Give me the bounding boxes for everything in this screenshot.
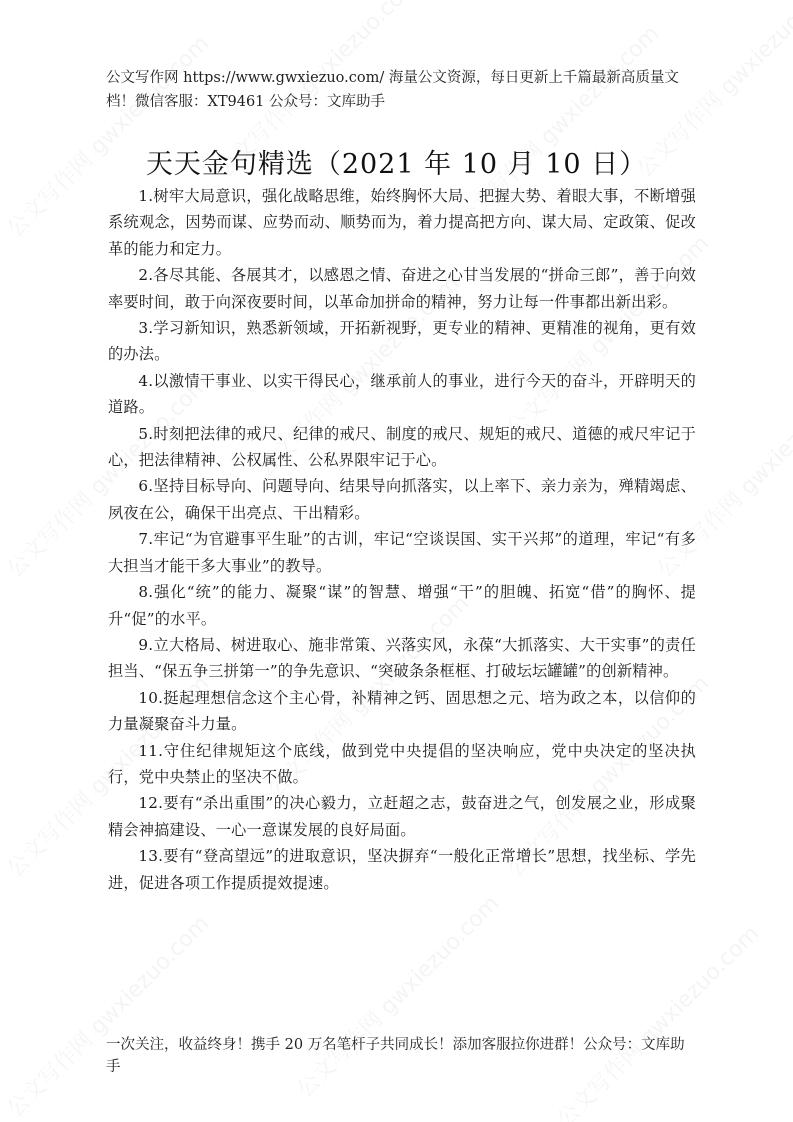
paragraph: 3.学习新知识，熟悉新领域，开拓新视野，更专业的精神、更精准的视角，更有效的办法。 [108, 319, 696, 364]
paragraph: 13.要有“登高望远”的进取意识，坚决摒弃“一般化正常增长”思想，找坐标、学先进，促进各项工作提质提效提速。 [108, 847, 696, 892]
watermark-text [0, 908, 215, 1122]
paragraph: 5.时刻把法律的戒尺、纪律的戒尺、制度的戒尺、规矩的戒尺、道德的戒尺牢记于心，把法律精神、公权属性、公私界限牢记于心。 [108, 424, 696, 470]
paragraph: 2.各尽其能、各展其才，以感恩之情、奋进之心甘当发展的“拼命三郎”，善于向效率要时间，敢于向深夜要时间，以革命加拼命的精神，努力让每一件事都出新出彩。 [108, 266, 696, 311]
paragraph: 8.强化“统”的能力、凝聚“谋”的智慧、增强“干”的胆魄、拓宽“借”的胸怀、提升“促”的水平。 [108, 583, 696, 628]
paragraph: 11.守住纪律规矩这个底线，做到党中央提倡的坚决响应，党中央决定的坚决执行，党中央禁止的坚决不做。 [108, 741, 696, 786]
paragraph: 7.牢记“为官避事平生耻”的古训，牢记“空谈误国、实干兴邦”的道理，牢记“有多大担当才能干多大事业”的教导。 [108, 530, 696, 575]
page-footer: 一次关注，收益终身！携手 20 万名笔杆子共同成长！添加客服拉你进群！公众号：文库助手 [106, 1037, 685, 1075]
paragraph: 9.立大格局、树进取心、施非常策、兴落实风，永葆“大抓落实、大干实事”的责任担当、“保五争三拼第一”的争先意识、“突破条条框框、打破坛坛罐罐”的创新精神。 [108, 635, 696, 681]
paragraph: 10.挺起理想信念这个主心骨，补精神之钙、固思想之元、培为政之本，以信仰的力量凝聚奋斗力量。 [108, 688, 696, 734]
watermark-text [549, 918, 765, 1122]
paragraph: 6.坚持目标导向、问题导向、结果导向抓落实，以上率下、亲力亲为，殚精竭虑、夙夜在公，确保干出亮点、干出精彩。 [108, 477, 696, 522]
page-title: 天天金句精选（2021 年 10 月 10 日） [145, 149, 648, 180]
paragraph: 12.要有“杀出重围”的决心毅力，立赶超之志，鼓奋进之气，创发展之业，形成聚精会神搞建设、一心一意谋发展的良好局面。 [108, 794, 696, 839]
paragraph: 1.树牢大局意识，强化战略思维，始终胸怀大局、把握大势、着眼大事，不断增强系统观念，因势而谋、应势而动、顺势而为，着力提高把方向、谋大局、定政策、促改革的能力和定力。 [108, 187, 696, 258]
document-body [108, 183, 696, 896]
paragraph: 4.以激情干事业、以实干得民心，继承前人的事业，进行今天的奋斗，开辟明天的道路。 [108, 371, 696, 417]
page-header: 公文写作网 https://www.gwxiezuo.com/ 海量公文资源，每日更新上千篇最新高质量文档！微信客服：XT9461 公众号：文库助手 [106, 70, 679, 110]
